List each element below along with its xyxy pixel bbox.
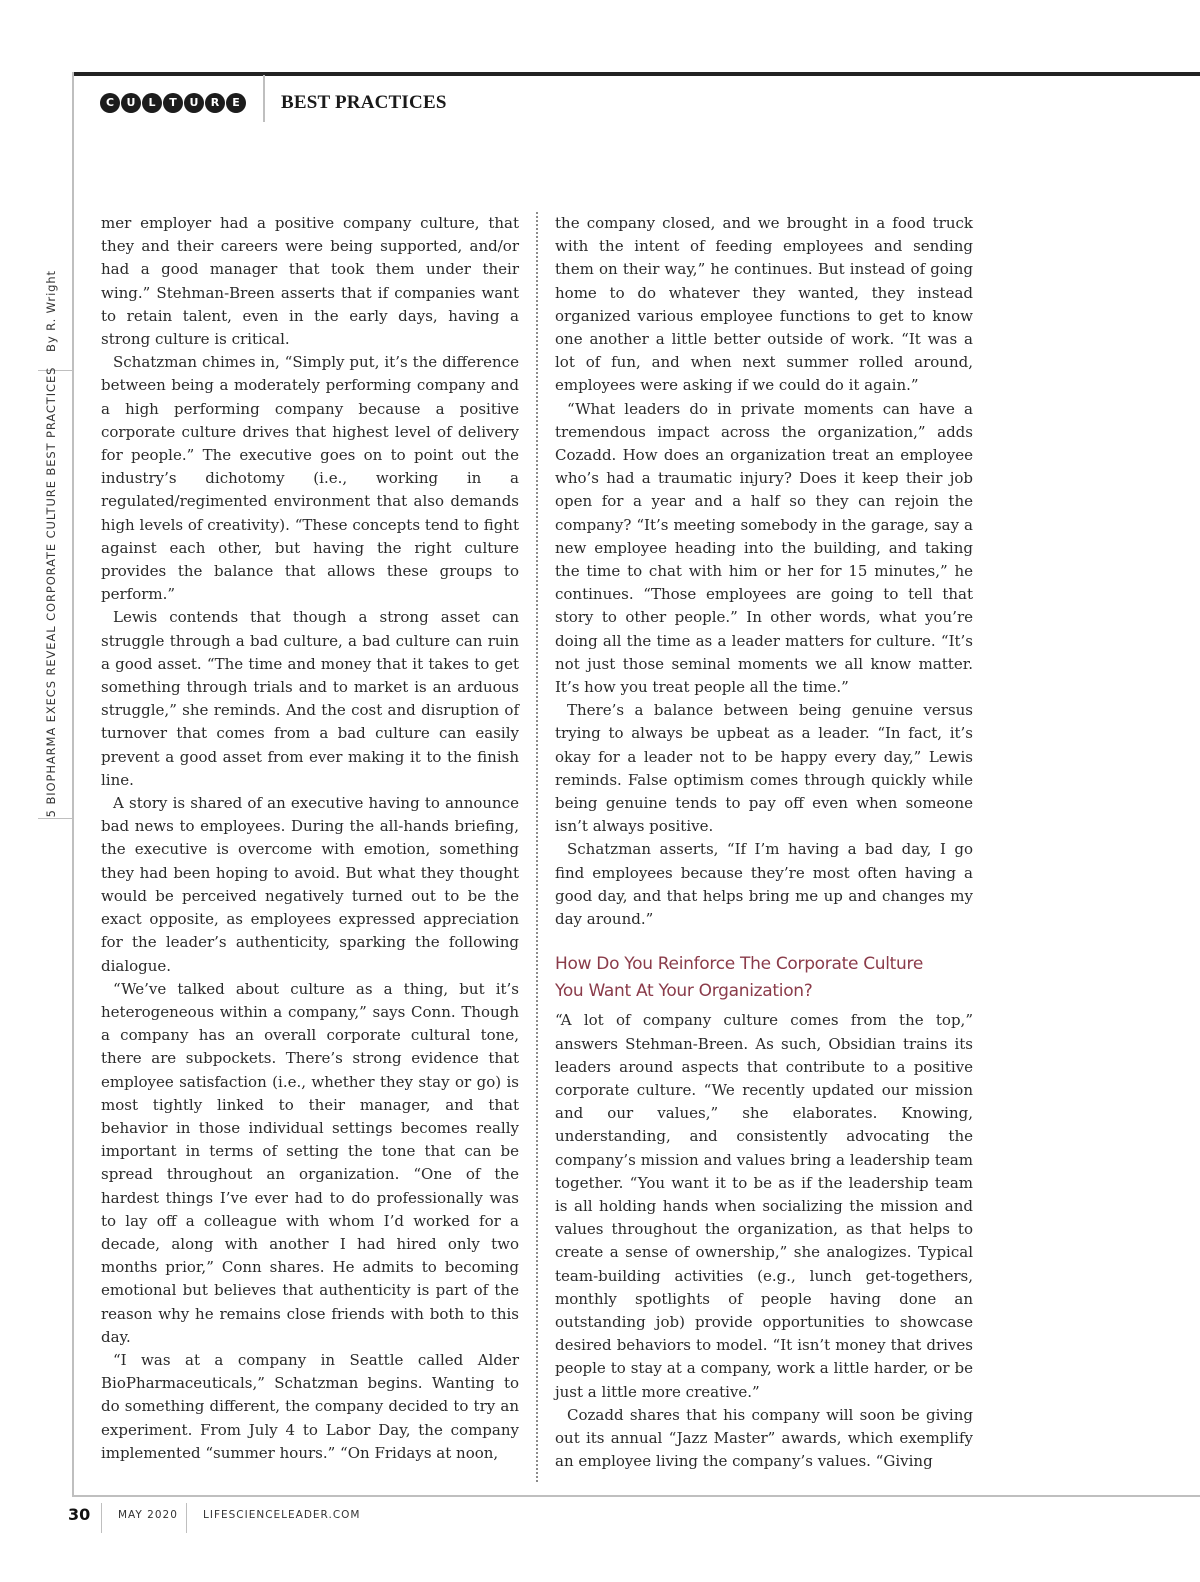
section-letter: L [142,93,162,113]
article-title-vertical: 5 BIOPHARMA EXECS REVEAL CORPORATE CULTURE BEST PRACTICES [44,366,58,818]
paragraph: A story is shared of an executive having to announce bad news to employees. During the all-hands briefing, the executive is overcome with emotion, something they had been hoping to avoid. But what they thought would be perceived negatively turned out to be the exact opposite, as employees expressed appreciation for the leader’s authenticity, sparking the following dialogue. [101,794,519,975]
paragraph: Schatzman chimes in, “Simply put, it’s the difference between being a moderately performing company and a high performing company because a positive corporate culture drives that highest level of delivery for people.” The executive goes on to point out the industry’s dichotomy (i.e., working in a regulated/regimented environment that also demands high levels of creativity). “These concepts tend to fight against each other, but having the right culture provides the balance that allows these groups to perform.” [101,353,519,604]
paragraph: “I was at a company in Seattle called Alder BioPharmaceuticals,” Schatzman begins. Wanting to do something different, the company decided to try an experiment. From July 4 to Labor Day, the company implemented “summer hours.” “On Fridays at noon, [101,1350,519,1462]
header-divider [263,75,265,122]
bottom-rule [72,1495,1200,1497]
footer-divider [101,1503,102,1533]
paragraph: the company closed, and we brought in a food truck with the intent of feeding employees and sending them on their way,” he continues. But instead of going home to do whatever they wanted, they instead organized various employee functions to get to know one another a little better outside of work. “It was a lot of fun, and when next summer rolled around, employees were asking if we could do it again.” [555,214,973,395]
section-title: BEST PRACTICES [281,92,447,113]
subheading [555,951,973,1005]
website: LIFESCIENCELEADER.COM [203,1509,361,1521]
subheading-line: You Want At Your Organization? [555,981,813,1002]
page-footer [0,1503,1200,1543]
paragraph: Schatzman asserts, “If I’m having a bad day, I go find employees because they’re most often having a good day, and that helps bring me up and changes my day around.” [555,840,973,929]
paragraph: “We’ve talked about culture as a thing, but it’s heterogeneous within a company,” says Conn. Though a company has an overall corporate cultural tone, there are subpockets. There’s strong evidence that employee satisfaction (i.e., whether they stay or go) is most tightly linked to their manager, and that behavior in those individual settings becomes really important in terms of setting the tone that can be spread throughout an organization. “One of the hardest things I’ve ever had to do professionally was to lay off a colleague with whom I’d worked for a decade, along with another I had hired only two months prior,” Conn shares. He admits to becoming emotional but believes that authenticity is part of the reason why he remains close friends with both to this day. [101,979,519,1346]
article-column-left [101,212,519,1465]
subheading-line: How Do You Reinforce The Corporate Culture [555,954,923,975]
column-divider [536,212,538,1482]
top-rule [72,72,1200,76]
section-letter: U [121,93,141,113]
paragraph: Cozadd shares that his company will soon be giving out its annual “Jazz Master” awards, which exemplify an employee living the company’s values. “Giving [555,1405,973,1471]
article-column-right [555,212,973,1473]
section-letter: U [184,93,204,113]
left-margin-rule [72,72,74,1497]
section-letter: R [205,93,225,113]
sidebar-divider [38,818,72,819]
section-tag-culture [100,93,246,113]
footer-divider [186,1503,187,1533]
paragraph: There’s a balance between being genuine versus trying to always be upbeat as a leader. “In fact, it’s okay for a leader not to be happy every day,” Lewis reminds. False optimism comes through quickly while being genuine tends to pay off even when someone isn’t always positive. [555,701,973,836]
paragraph: “A lot of company culture comes from the top,” answers Stehman-Breen. As such, Obsidian trains its leaders around aspects that contribute to a positive corporate culture. “We recently updated our mission and our values,” she elaborates. Knowing, understanding, and consistently advocating the company’s mission and values bring a leadership team together. “You want it to be as if the leadership team is all holding hands when socializing the mission and values throughout the organization, as that helps to create a sense of ownership,” she analogizes. Typical team-building activities (e.g., lunch get-togethers, monthly spotlights of people having done an outstanding job) provide opportunities to showcase desired behaviors to model. “It isn’t money that drives people to stay at a company, work a little harder, or be just a little more creative.” [555,1011,973,1401]
section-letter: E [226,93,246,113]
byline: By R. Wright [44,270,58,352]
section-letter: C [100,93,120,113]
issue-date: MAY 2020 [118,1509,178,1521]
section-letter: T [163,93,183,113]
paragraph: “What leaders do in private moments can have a tremendous impact across the organization,” adds Cozadd. How does an organization treat an employee who’s had a traumatic injury? Does it keep their job open for a year and a half so they can rejoin the company? “It’s meeting somebody in the garage, say a new employee heading into the building, and taking the time to chat with him or her for 15 minutes,” he continues. “Those employees are going to tell that story to other people.” In other words, what you’re doing all the time as a leader matters for culture. “It’s not just those seminal moments we all know matter. It’s how you treat people all the time.” [555,399,973,697]
paragraph: mer employer had a positive company culture, that they and their careers were being supported, and/or had a good manager that took them under their wing.” Stehman-Breen asserts that if companies want to retain talent, even in the early days, having a strong culture is critical. [101,214,519,349]
page-number: 30 [68,1505,91,1524]
paragraph: Lewis contends that though a strong asset can struggle through a bad culture, a bad culture can ruin a good asset. “The time and money that it takes to get something through trials and to market is an arduous struggle,” she reminds. And the cost and disruption of turnover that comes from a bad culture can easily prevent a good asset from ever making it to the finish line. [101,608,519,789]
